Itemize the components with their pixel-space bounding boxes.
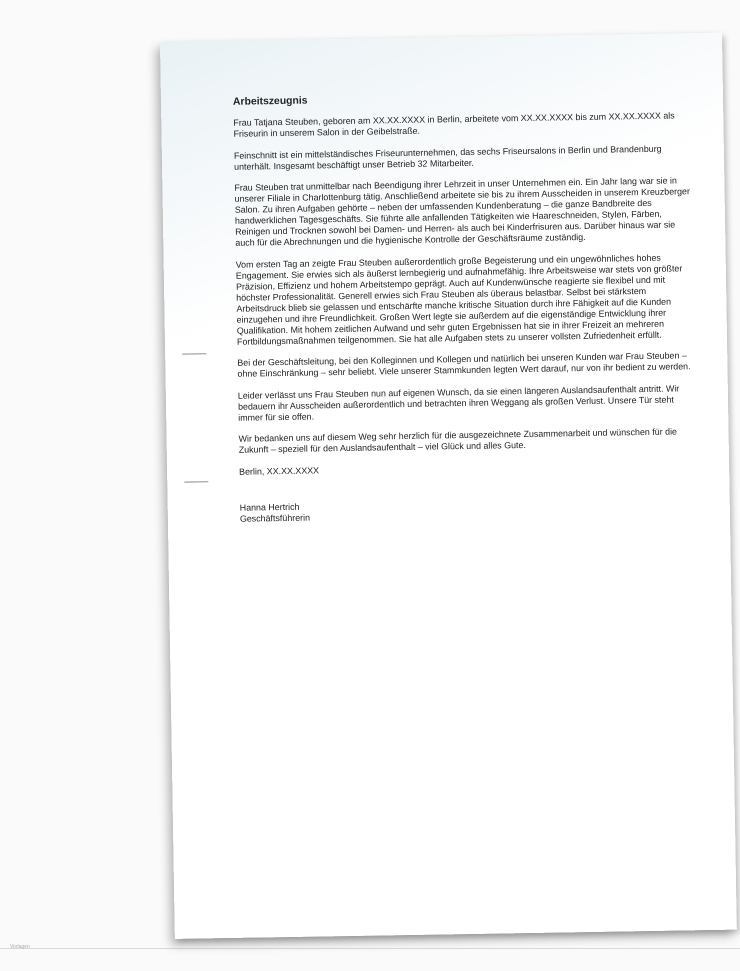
fold-mark-top xyxy=(182,353,206,354)
fold-mark-bottom xyxy=(184,481,208,482)
document-sheet-wrapper xyxy=(160,33,737,939)
paragraph-closing: Wir bedanken uns auf diesem Weg sehr herzlich für die ausgezeichnete Zusammenarbeit und wünschen für die Zukunft – speziell für den Auslandsaufenthalt – viel Glück und alles Gute. xyxy=(238,426,678,455)
signer-name: Hanna Hertrich xyxy=(239,501,300,513)
bottom-divider xyxy=(0,948,740,949)
place-date: Berlin, XX.XX.XXXX xyxy=(239,464,320,477)
document-title: Arbeitszeugnis xyxy=(232,95,308,108)
document-page xyxy=(160,33,737,939)
paragraph-company: Feinschnitt ist ein mittelständisches Friseurunternehmen, das sechs Friseursalons in Berlin und Brandenburg unterhält. Insgesamt beschäftigt unser Betrieb 32 Mitarbeiter. xyxy=(233,143,662,172)
footer-watermark: Vorlagen xyxy=(10,944,30,950)
letter-body xyxy=(233,89,698,524)
paragraph-behaviour: Bei der Geschäftsleitung, bei den Kolleginnen und Kollegen und natürlich bei unseren Kunden war Frau Steuben – ohne Einschränkung – sehr beliebt. Viele unserer Stammkunden legten Wert darauf, nur von ihr bedient zu werden. xyxy=(237,350,691,379)
paragraph-performance: Vom ersten Tag an zeigte Frau Steuben außerordentlich große Begeisterung und ein ungewöhnliches hohes Engagement. Sie erwies sich als äußerst lernbegierig und aufnahmefähig. Ihre Arbeitsweise war stets von größter Präzision, Effizienz und hohem Arbeitstempo geprägt. Auch auf Kundenwünsche reagierte sie flexibel und mit höchster Professionalität. Generell erwies sich Frau Steuben als überaus belastbar. Selbst bei stärkstem Arbeitsdruck blieb sie gelassen und entschärfte manche kritische Situation durch ihre Fähigkeit auf die Kunden einzugehen und ihre Freundlichkeit. Großen Wert legte sie außerdem auf die eigenständige Entwicklung ihrer Qualifikation. Mit hohem zeitlichen Aufwand und sehr guten Ergebnissen hat sie in ihrer Freizeit an mehreren Fortbildungsmaßnahmen teilgenommen. Sie hat alle Aufgaben stets zu unserer vollsten Zufriedenheit erfüllt. xyxy=(235,252,683,347)
paragraph-intro: Frau Tatjana Steuben, geboren am XX.XX.XXXX in Berlin, arbeitete vom XX.XX.XXXX bis zum XX.XX.XXXX als Friseurin in unserem Salon in der Geibelstraße. xyxy=(233,110,675,139)
paragraph-duties: Frau Steuben trat unmittelbar nach Beendigung ihrer Lehrzeit in unser Unternehmen ein. Ein Jahr lang war sie in unserer Filiale in Charlottenburg tätig. Anschließend arbeitete sie bis zu ihrem Ausscheiden in unserem Kreuzberger Salon. Zu ihren Aufgaben gehörte – neben der umfassenden Kundenberatung – die ganze Bandbreite des handwerklichen Tagesgeschäfts. Sie führte alle anfallenden Tätigkeiten wie Haareschneiden, Stylen, Färben, Reinigen und Trocknen sowohl bei Damen- und Herren- als auch bei Kinderfrisuren aus. Darüber hinaus war sie auch für die Abrechnungen und die hygienische Kontrolle der Geschäftsräume zuständig. xyxy=(234,175,690,248)
signer-role: Geschäftsführerin xyxy=(239,512,311,524)
paragraph-departure: Leider verlässt uns Frau Steuben nun auf eigenen Wunsch, da sie einen längeren Auslandsaufenthalt antritt. Wir bedauern ihr Ausscheiden außerordentlich und betrachten ihren Weggang als großen Verlust. Unsere Tür steht immer für sie offen. xyxy=(237,382,680,423)
